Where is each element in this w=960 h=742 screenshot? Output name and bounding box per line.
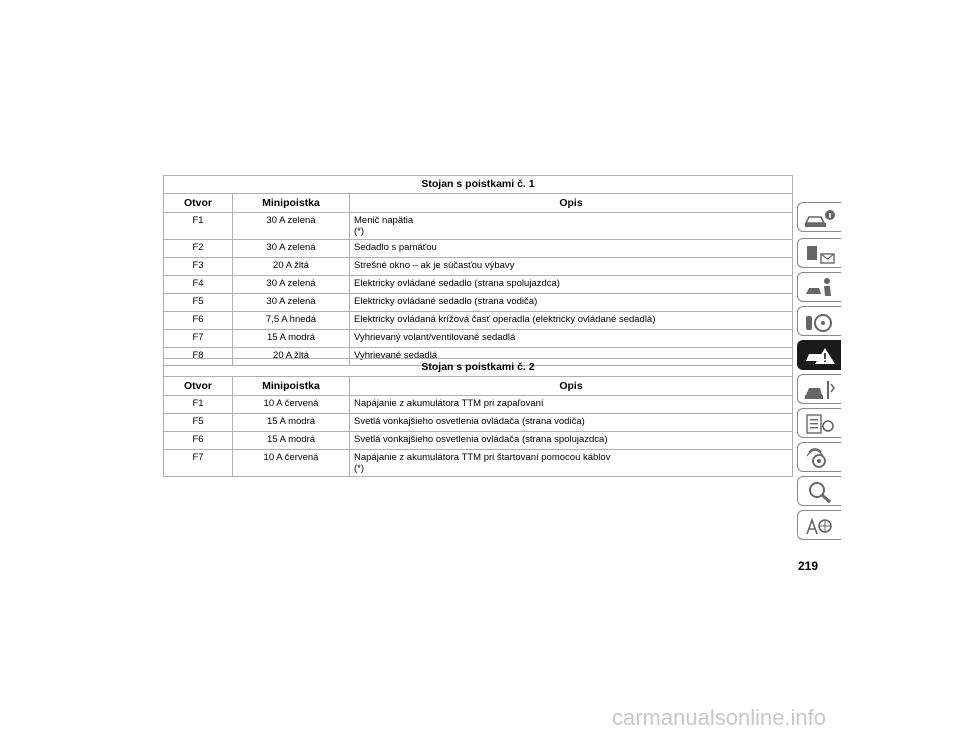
table-row: [164, 432, 793, 450]
cell-opis: [350, 450, 793, 477]
tab-keys[interactable]: [797, 238, 841, 268]
cell-otvor: F6: [164, 432, 233, 450]
header-otvor: Otvor: [164, 194, 233, 213]
cell-minipoistka: 30 A zelená: [233, 276, 350, 294]
header-minipoistka: Minipoistka: [233, 194, 350, 213]
tab-multimedia[interactable]: [797, 442, 841, 472]
cell-minipoistka: 15 A modrá: [233, 432, 350, 450]
header-otvor: Otvor: [164, 377, 233, 396]
car-wrench-icon: [803, 378, 837, 402]
cell-otvor: F7: [164, 450, 233, 477]
cell-opis: Elektricky ovládané sedadlo (strana spolujazdca): [350, 276, 793, 294]
steering-wheel-icon: [803, 310, 837, 334]
cell-otvor: F4: [164, 276, 233, 294]
header-minipoistka: Minipoistka: [233, 377, 350, 396]
table-row: [164, 240, 793, 258]
table-row: [164, 276, 793, 294]
cell-opis: Vyhrievaný volant/ventilované sedadlá: [350, 330, 793, 348]
car-key-envelope-icon: [803, 242, 837, 266]
page-number: 219: [798, 559, 819, 573]
car-seat-person-icon: [803, 276, 837, 300]
table-title: Stojan s poistkami č. 2: [164, 359, 793, 377]
cell-minipoistka: 20 A žltá: [233, 348, 350, 366]
table-row: [164, 294, 793, 312]
tab-emergency[interactable]: [797, 340, 841, 370]
tab-driving[interactable]: [797, 306, 841, 336]
magnifier-icon: [803, 480, 837, 504]
cell-minipoistka: 30 A zelená: [233, 213, 350, 240]
cell-minipoistka: 15 A modrá: [233, 414, 350, 432]
cell-minipoistka: 10 A červená: [233, 450, 350, 477]
table-row: [164, 450, 793, 477]
cell-opis: Elektricky ovládaná krížová časť operadla (elektricky ovládané sedadlá): [350, 312, 793, 330]
cell-opis: Svetlá vonkajšieho osvetlenia ovládača (strana spolujazdca): [350, 432, 793, 450]
fuse-panel-2-table: [163, 358, 793, 477]
tab-index[interactable]: [797, 476, 841, 506]
cell-minipoistka: 20 A žltá: [233, 258, 350, 276]
tab-safety[interactable]: [797, 272, 841, 302]
fuse-panel-1-table: [163, 175, 793, 366]
cell-minipoistka: 10 A červená: [233, 396, 350, 414]
table-row: [164, 396, 793, 414]
cell-otvor: F1: [164, 396, 233, 414]
table-row: [164, 213, 793, 240]
table-row: [164, 330, 793, 348]
cell-opis: Svetlá vonkajšieho osvetlenia ovládača (strana vodiča): [350, 414, 793, 432]
cell-otvor: F5: [164, 414, 233, 432]
cell-otvor: F7: [164, 330, 233, 348]
opis-text: Menič napätia: [354, 215, 414, 226]
cell-otvor: F2: [164, 240, 233, 258]
cell-opis: Strešné okno – ak je súčasťou výbavy: [350, 258, 793, 276]
table-row: [164, 258, 793, 276]
language-icon: [803, 514, 837, 538]
cell-minipoistka: 7,5 A hnedá: [233, 312, 350, 330]
car-info-icon: [803, 206, 837, 230]
cell-otvor: F1: [164, 213, 233, 240]
multimedia-icon: [803, 446, 837, 470]
cell-otvor: F8: [164, 348, 233, 366]
table-row: [164, 312, 793, 330]
cell-minipoistka: 30 A zelená: [233, 294, 350, 312]
tab-language[interactable]: [797, 510, 841, 540]
table-title: Stojan s poistkami č. 1: [164, 176, 793, 194]
tab-service[interactable]: [797, 374, 841, 404]
car-warning-icon: [803, 344, 837, 368]
header-opis: Opis: [350, 194, 793, 213]
cell-opis: Vyhrievané sedadlá: [350, 348, 793, 366]
opis-text: Napájanie z akumulátora TTM pri štartovaní pomocou káblov: [354, 452, 611, 463]
tab-specifications[interactable]: [797, 408, 841, 438]
cell-minipoistka: 15 A modrá: [233, 330, 350, 348]
cell-minipoistka: 30 A zelená: [233, 240, 350, 258]
specifications-list-icon: [803, 412, 837, 436]
cell-opis: Sedadlo s pamäťou: [350, 240, 793, 258]
cell-opis: Elektricky ovládané sedadlo (strana vodiča): [350, 294, 793, 312]
header-opis: Opis: [350, 377, 793, 396]
cell-opis: [350, 213, 793, 240]
cell-otvor: F6: [164, 312, 233, 330]
opis-note: (*): [354, 226, 365, 237]
tab-vehicle-info[interactable]: [797, 202, 841, 232]
watermark: carmanualsonline.info: [612, 705, 827, 730]
cell-otvor: F5: [164, 294, 233, 312]
cell-otvor: F3: [164, 258, 233, 276]
opis-note: (*): [354, 463, 365, 474]
table-row: [164, 414, 793, 432]
cell-opis: Napájanie z akumulátora TTM pri zapaľovaní: [350, 396, 793, 414]
